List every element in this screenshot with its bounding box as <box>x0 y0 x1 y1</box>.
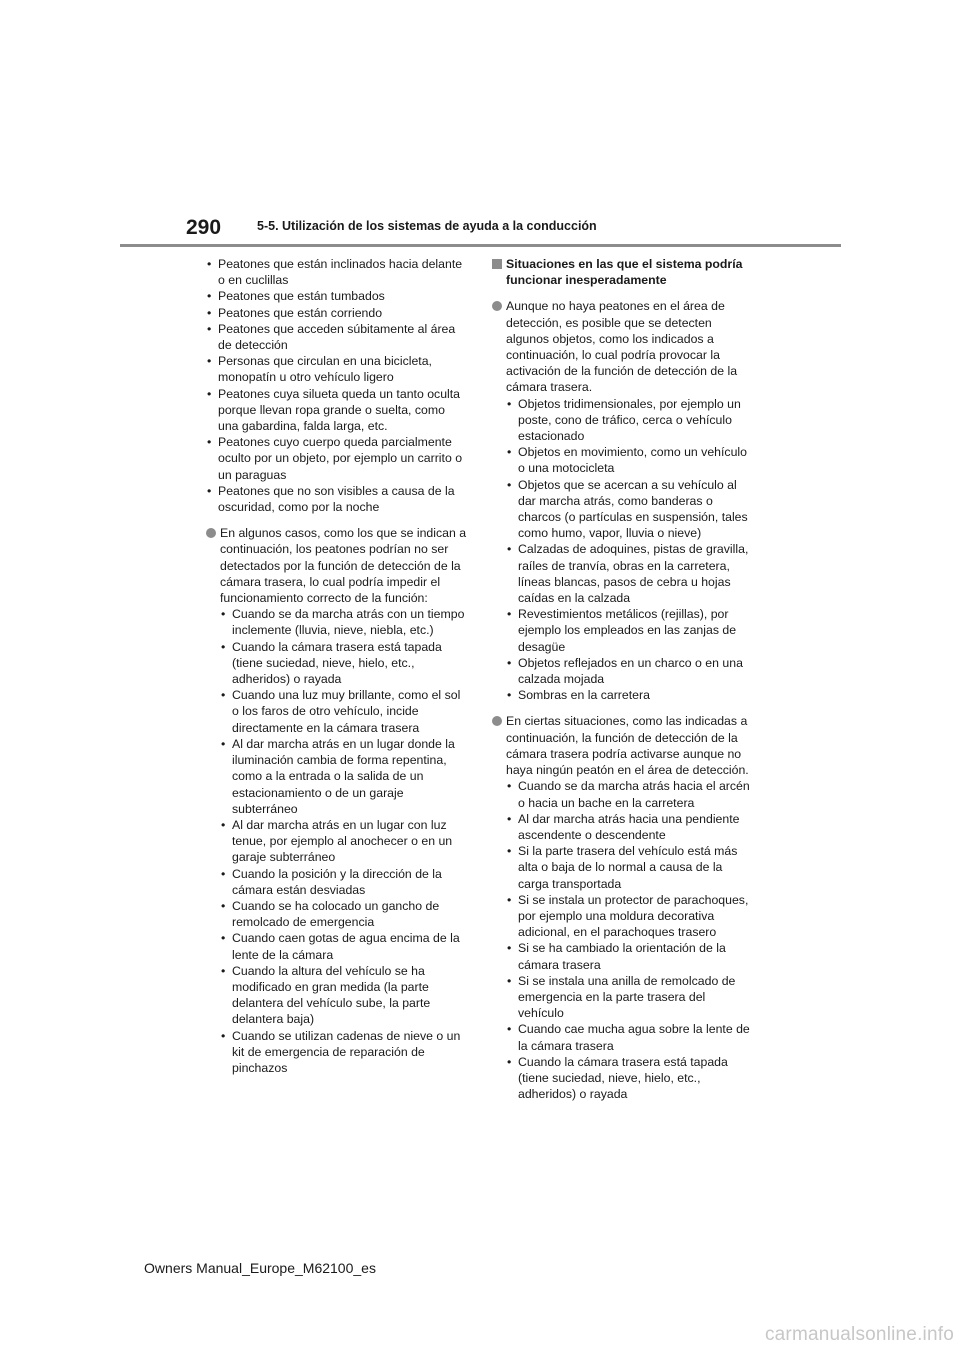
list-item: • Cuando la cámara trasera está tapada (tiene suciedad, nieve, hielo, etc., adheridos) o rayada <box>507 1054 728 1102</box>
circle-bullet-icon <box>492 301 502 311</box>
list-item: • Cuando la posición y la dirección de la cámara están desviadas <box>221 866 442 897</box>
list-item: • Peatones que están inclinados hacia delante o en cuclillas <box>207 257 463 288</box>
list-item: • Objetos reflejados en un charco o en una calzada mojada <box>507 655 743 687</box>
situation-bullet-list <box>492 778 754 1102</box>
list-item: • Peatones cuyo cuerpo queda parcialmente oculto por un objeto, por ejemplo un carrito o un paraguas <box>207 435 463 482</box>
list-item: • Cuando la cámara trasera está tapada (tiene suciedad, nieve, hielo, etc., adheridos) o rayada <box>221 639 442 687</box>
page-number: 290 <box>186 216 222 239</box>
paragraph-text: En algunos casos, como los que se indican a continuación, los peatones podrían no ser detectados por la función de detección de la cámara trasera, lo cual podría impedir el funcionamiento correcto de la función: <box>220 526 467 606</box>
object-bullet-list <box>492 396 754 704</box>
circle-bullet-icon <box>206 528 216 538</box>
list-item: • Revestimientos metálicos (rejillas), por ejemplo los empleados en las zanjas de desagüe <box>507 607 737 654</box>
list-item: • Cuando la altura del vehículo se ha modificado en gran medida (la parte delantera del vehículo sube, la parte delantera baja) <box>221 963 431 1027</box>
list-item: • Objetos que se acercan a su vehículo al dar marcha atrás, como banderas o charcos (o partículas en suspensión, tales como humo, vapor, lluvia o nieve) <box>507 477 748 541</box>
list-item: • Peatones que no son visibles a causa de la oscuridad, como por la noche <box>207 483 455 515</box>
list-item: • Personas que circulan en una bicicleta, monopatín u otro vehículo ligero <box>207 354 432 385</box>
list-item: • Calzadas de adoquines, pistas de gravilla, raíles de tranvía, obras en la carretera, líneas blancas, pasos de cebra u hojas caídas en la calzada <box>507 542 749 606</box>
list-item: • Si se instala un protector de parachoques, por ejemplo una moldura decorativa adicional, en el parachoques trasero <box>507 892 749 940</box>
list-item: • Cuando una luz muy brillante, como el sol o los faros de otro vehículo, incide directamente en la cámara trasera <box>221 688 461 735</box>
paragraph-text: En ciertas situaciones, como las indicadas a continuación, la función de detección de la cámara trasera podría activarse aunque no haya ningún peatón en el área de detección. <box>506 714 749 778</box>
watermark: carmanualsonline.info <box>764 1324 954 1345</box>
list-item: • Si se ha cambiado la orientación de la cámara trasera <box>507 941 726 972</box>
subsection-heading <box>492 256 754 288</box>
header-rule <box>120 244 841 247</box>
list-item: • Al dar marcha atrás en un lugar con luz tenue, por ejemplo al anochecer o en un garaje subterráneo <box>221 817 453 865</box>
list-item: • Peatones que acceden súbitamente al área de detección <box>207 321 456 353</box>
left-column <box>206 256 468 1076</box>
section-title: 5-5. Utilización de los sistemas de ayuda a la conducción <box>257 219 597 233</box>
list-item: • Al dar marcha atrás hacia una pendiente ascendente o descendente <box>507 811 740 842</box>
list-item: • Cuando se ha colocado un gancho de remolcado de emergencia <box>221 898 440 930</box>
list-item: • Sombras en la carretera <box>507 688 650 703</box>
square-bullet-icon <box>492 259 502 269</box>
unexpected-detection-paragraph <box>492 298 754 703</box>
list-item: • Cuando se da marcha atrás con un tiempo inclemente (lluvia, nieve, niebla, etc.) <box>221 607 465 638</box>
list-item: • Objetos tridimensionales, por ejemplo un poste, cono de tráfico, cerca o vehículo estacionado <box>507 396 741 444</box>
heading-text: Situaciones en las que el sistema podría funcionar inesperadamente <box>506 257 743 288</box>
situational-activation-paragraph <box>492 713 754 1102</box>
list-item: • Cuando se utilizan cadenas de nieve o un kit de emergencia de reparación de pinchazos <box>221 1028 461 1075</box>
list-item: • Peatones que están corriendo <box>207 305 383 320</box>
list-item: • Peatones cuya silueta queda un tanto oculta porque llevan ropa grande o suelta, como una gabardina, falda larga, etc. <box>207 386 461 434</box>
pedestrian-bullet-list <box>206 256 468 515</box>
list-item: • Objetos en movimiento, como un vehículo o una motocicleta <box>507 445 747 476</box>
right-column <box>492 256 754 1102</box>
detection-limit-paragraph <box>206 525 468 1076</box>
condition-bullet-list <box>206 606 468 1076</box>
list-item: • Cuando se da marcha atrás hacia el arcén o hacia un bache en la carretera <box>507 779 750 810</box>
list-item: • Si se instala una anilla de remolcado de emergencia en la parte trasera del vehículo <box>507 973 736 1021</box>
list-item: • Cuando caen gotas de agua encima de la lente de la cámara <box>221 931 460 962</box>
paragraph-text: Aunque no haya peatones en el área de detección, es posible que se detecten algunos objetos, como los indicados a continuación, lo cual podría provocar la activación de la función de detección de la cámara trasera. <box>506 299 738 395</box>
list-item: • Cuando cae mucha agua sobre la lente de la cámara trasera <box>507 1022 750 1053</box>
list-item: • Peatones que están tumbados <box>207 289 385 304</box>
footer-manual-id: Owners Manual_Europe_M62100_es <box>144 1260 376 1276</box>
circle-bullet-icon <box>492 716 502 726</box>
list-item: • Al dar marcha atrás en un lugar donde la iluminación cambia de forma repentina, como a la entrada o la salida de un estacionamiento o de un garaje subterráneo <box>221 736 455 816</box>
list-item: • Si la parte trasera del vehículo está más alta o baja de lo normal a causa de la carga transportada <box>507 844 738 891</box>
